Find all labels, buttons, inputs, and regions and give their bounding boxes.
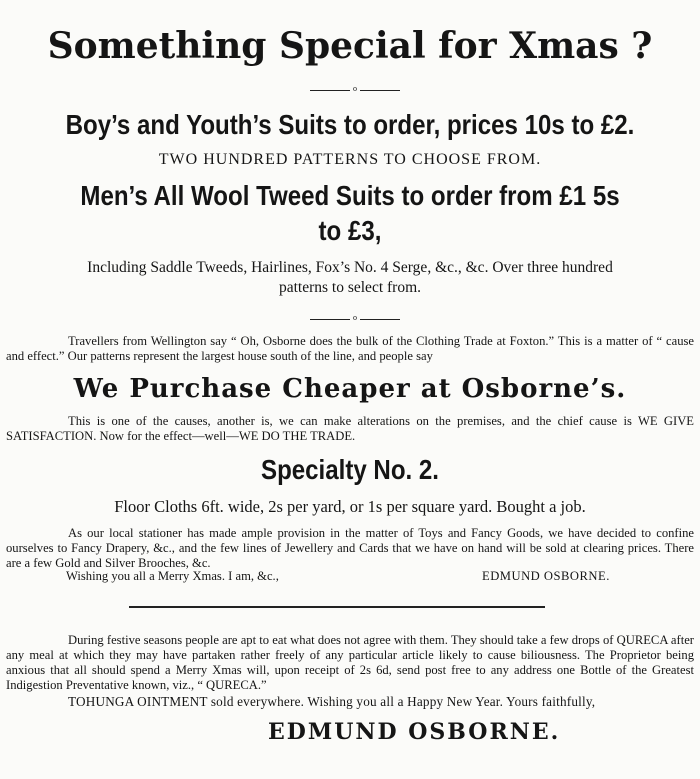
separator-mark: o xyxy=(350,313,360,323)
headline: Something Special for Xmas ? xyxy=(47,25,653,67)
cheaper-heading: We Purchase Cheaper at Osborne’s. xyxy=(73,374,627,404)
causes-paragraph: This is one of the causes, another is, we can make alterations on the premises, and the chief cause is WE GIVE SATISFACTION. Now for the effect—well—WE DO THE TRADE. xyxy=(6,414,694,443)
qureca-paragraph: During festive seasons people are apt to eat what does not agree with them. They should take a few drops of QURECA after any meal at which they may have partaken rather freely of any particular article likely to cause biliousness. The Proprietor being anxious that all should spend a Merry Xmas will, upon receipt of 2s 6d, send post free to any address one Bottle of the Greatest Indigestion Preventative known, viz., “ QURECA.” xyxy=(6,633,694,692)
patterns-count-line: TWO HUNDRED PATTERNS TO CHOOSE FROM. xyxy=(158,151,542,168)
divider-rule xyxy=(129,606,545,608)
mens-suits-heading: Men’s All Wool Tweed Suits to order from £1 5s xyxy=(80,180,620,211)
boys-suits-heading: Boy’s and Youth’s Suits to order, prices 10s to £2. xyxy=(65,109,635,140)
floor-cloths-line: Floor Cloths 6ft. wide, 2s per yard, or 1s per square yard. Bought a job. xyxy=(114,497,586,516)
signature-small: EDMUND OSBORNE. xyxy=(482,569,610,583)
mens-suits-price: to £3, xyxy=(318,215,382,246)
including-line-1: Including Saddle Tweeds, Hairlines, Fox’s No. 4 Serge, &c., &c. Over three hundred xyxy=(87,259,613,276)
separator-2 xyxy=(310,314,400,324)
travellers-paragraph: Travellers from Wellington say “ Oh, Osborne does the bulk of the Clothing Trade at Foxton.” This is a matter of “ cause and effect.” Our patterns represent the largest house south of the line, and people say xyxy=(6,334,694,363)
signature-large: EDMUND OSBORNE. xyxy=(268,719,561,745)
specialty-heading: Specialty No. 2. xyxy=(261,454,439,485)
including-line-2: patterns to select from. xyxy=(278,279,422,296)
tohunga-line: TOHUNGA OINTMENT sold everywhere. Wishing you all a Happy New Year. Yours faithfully, xyxy=(68,694,596,709)
closing-line xyxy=(6,569,694,584)
separator-mark: o xyxy=(350,84,360,94)
separator-1 xyxy=(310,85,400,95)
wishing-text: Wishing you all a Merry Xmas. I am, &c., xyxy=(66,569,279,583)
stationer-paragraph: As our local stationer has made ample provision in the matter of Toys and Fancy Goods, we have decided to confine ourselves to Fancy Drapery, &c., and the few lines of Jewellery and Cards that we have on hand will be sold at clearing prices. There are a few Gold and Silver Brooches, &c. xyxy=(6,526,694,570)
